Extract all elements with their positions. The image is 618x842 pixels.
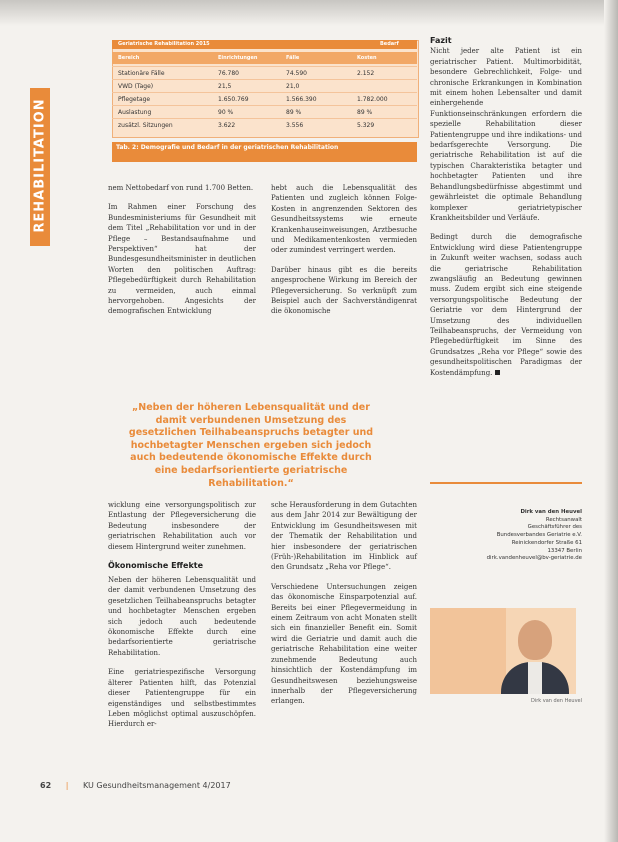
paragraph: Eine geriatriespezifische Versorgung älterer Patienten hilft, das Potenzial dieser Patientengruppe für ein eigenständiges und selbstbestimmtes Leben möglichst optimal auszuschöpfen. Hierdurch er- [108,668,256,729]
journal-name: KU Gesundheitsmanagement 4/2017 [82,781,231,790]
table-cell: 1.782.000 [357,96,388,103]
photo-caption: Dirk van den Heuvel [531,698,582,704]
paragraph: Im Rahmen einer Forschung des Bundesministeriums für Gesundheit mit dem Titel „Rehabilitation vor und in der Pflege – Bestandsaufnahme und Perspektiven“ hat der Bundesgesundheitsminister in deutlichen Worten den politischen Auftrag: Pflegebedürftigkeit durch Rehabilitation zu vermeiden, auch einmal hervorgehoben. Angesichts der demografischen Entwicklung [108,203,256,316]
table-group-label: Bedarf [380,41,399,47]
page-shadow-right [604,0,618,842]
table-cell: 1.566.390 [286,96,317,103]
end-mark-icon [495,370,500,375]
fazit-text: Nicht jeder alte Patient ist ein geriatrischer Patient. Multimorbidität, besondere Gebrechlichkeit, Folge- und chronische Erkrankungen in Kombination mit einem hohen Lebensalter und damit einhergehende Funktionseinschränkungen erfordern die spezielle Rehabilitation dieser Patientengruppe und ihre indikations- und bedarfsgerechte Versorgung. Die geriatrische Rehabilitation ist auf die typischen Charakteristika betagter und hochbetagter Patienten und ihre Behandlungsbedürfnisse abgestimmt und gewährleistet die optimale Behandlung komplexer geriatrietypischer Krankheitsbilder und Verläufe. [430,47,582,222]
column-right [430,36,582,387]
table-row [112,92,417,106]
table-cell: 3.622 [218,122,236,129]
paragraph: Darüber hinaus gibt es die bereits angesprochene Wirkung im Bereich der Pflegeversicherung. So verknüpft zum Beispiel auch der Sachverständigenrat die ökonomische [271,265,417,316]
table-cell: 89 % [357,109,373,116]
table-row [112,66,417,80]
paragraph: wicklung eine versorgungspolitisch zur Entlastung der Pflegeversicherung die Bedeutung insbesondere der geriatrischen Rehabilitation auch vor diesem Hintergrund weiter zunehmen. [108,501,256,551]
author-city: 13347 Berlin [547,547,582,554]
pull-quote: „Neben der höheren Lebensqualität und der damit verbundenen Umsetzung des gesetzlichen Teilhabeanspruchs betagter und hochbetagter Menschen ergeben sich jedoch auch bedeutende ökonomische Effekte durch eine bedarfsorientierte geriatrische Rehabilitation.“ [128,402,374,489]
table-cell: 2.152 [357,70,375,77]
table-cell: 76.780 [218,70,239,77]
table-cell: 21,5 [218,83,232,90]
table-header-cell: Einrichtungen [218,55,258,61]
paragraph: nem Nettobedarf von rund 1.700 Betten. [108,184,254,192]
section-label: REHABILITATION [32,98,48,233]
author-role: Rechtsanwalt [545,516,582,523]
table-cell: 90 % [218,109,234,116]
table-cell: 21,0 [286,83,300,90]
table-cell: 3.556 [286,122,304,129]
author-name: Dirk van den Heuvel [520,509,582,515]
page-footer [40,781,231,790]
table-title: Geriatrische Rehabilitation 2015 [118,41,210,47]
table-row [112,105,417,119]
author-email: dirk.vandenheuvel@bv-geriatrie.de [486,555,582,562]
table-cell: VWD (Tage) [118,83,154,90]
table-header-cell: Kosten [357,55,377,61]
table-cell: 5.329 [357,122,375,129]
fazit-paragraph-2 [430,232,582,378]
table-cell: 1.650.769 [218,96,249,103]
photo-shirt [528,662,542,694]
subheading: Ökonomische Effekte [108,561,204,571]
author-divider [430,482,582,484]
table-cell: Pflegetage [118,96,151,103]
table-title-bar [112,40,417,49]
table-cell: Auslastung [118,109,152,116]
table-cell: 89 % [286,109,302,116]
table-caption [112,142,417,162]
page-shadow-top [0,0,618,26]
table-header-cell: Bereich [118,55,140,61]
paragraph: sche Herausforderung in dem Gutachten aus dem Jahr 2014 zur Bewältigung der Entwicklung im Gesundheitswesen mit der Thematik der Rehabilitation und hier insbesondere der geriatrischen (Früh-)Rehabilitation im Hinblick auf den Grundsatz „Reha vor Pflege“. [271,501,417,572]
table-cell: zusätzl. Sitzungen [118,122,173,129]
page-number: 62 [40,781,52,790]
author-org: Bundesverbandes Geriatrie e.V. [496,532,582,539]
column-middle-top [271,183,417,326]
table-header-row [112,52,417,64]
paragraph: Verschiedene Untersuchungen zeigen das ökonomische Einsparpotenzial auf. Bereits bei einer Pflegevermeidung in einem Zeitraum von acht Monaten stellt sich ein finanzieller Benefit ein. Somit wird die Geriatrie und damit auch die geriatrische Rehabilitation eine weiter zunehmende Bedeutung auch hinsichtlich der Kostendämpfung im Gesundheitswesen beziehungsweise innerhalb der Pflegeversicherung erlangen. [271,582,417,706]
paragraph: Neben der höheren Lebensqualität und der damit verbundenen Umsetzung des gesetzlichen Teilhabeanspruchs betagter und hochbetagter Menschen ergeben sich jedoch auch bedeutende ökonomische Effekte durch eine bedarfsorientierte geriatrische Rehabilitation. [108,576,256,657]
table-cell: 74.590 [286,70,307,77]
author-box [430,509,582,563]
column-left-bottom [108,500,256,739]
column-middle-bottom [271,500,417,716]
fazit-text: Bedingt durch die demografische Entwicklung wird diese Patientengruppe in Zukunft weiter wachsen, sodass auch die geriatrische Rehabilitation zwangsläufig an Bedeutung gewinnen muss. Zudem ergibt sich eine steigende versorgungspolitische Bedeutung der Geriatrie vor dem Hintergrund der Umsetzung des individuellen Teilhabeanspruchs, der Vermeidung von Pflegebedürftigkeit im Sinne des Grundsatzes „Reha vor Pflege“ sowie des gesundheitspolitischen Paradigmas der Kostendämpfung. [430,233,582,377]
table-header-cell: Fälle [286,55,300,61]
column-left-top [108,183,256,326]
fazit-heading: Fazit [430,36,452,45]
author-photo [430,608,576,694]
table-cell: Stationäre Fälle [118,70,165,77]
author-org: Geschäftsführer des [527,524,582,531]
paragraph: hebt auch die Lebensqualität des Patienten und zugleich können Folge-Kosten in angrenzenden Sektoren des Gesundheitssystems wie erneute Krankenhauseinweisungen, Arztbesuche und Medikamentenkosten vermieden oder zumindest verringert werden. [271,184,417,255]
footer-separator: | [65,781,69,790]
table-row [112,118,417,132]
fazit-paragraph [430,36,582,223]
section-tab [30,88,50,246]
table-caption-text: Tab. 2: Demografie und Bedarf in der geriatrischen Rehabilitation [116,144,339,151]
photo-head [518,620,552,660]
table-row [112,79,417,93]
author-street: Reinickendorfer Straße 61 [511,539,582,546]
